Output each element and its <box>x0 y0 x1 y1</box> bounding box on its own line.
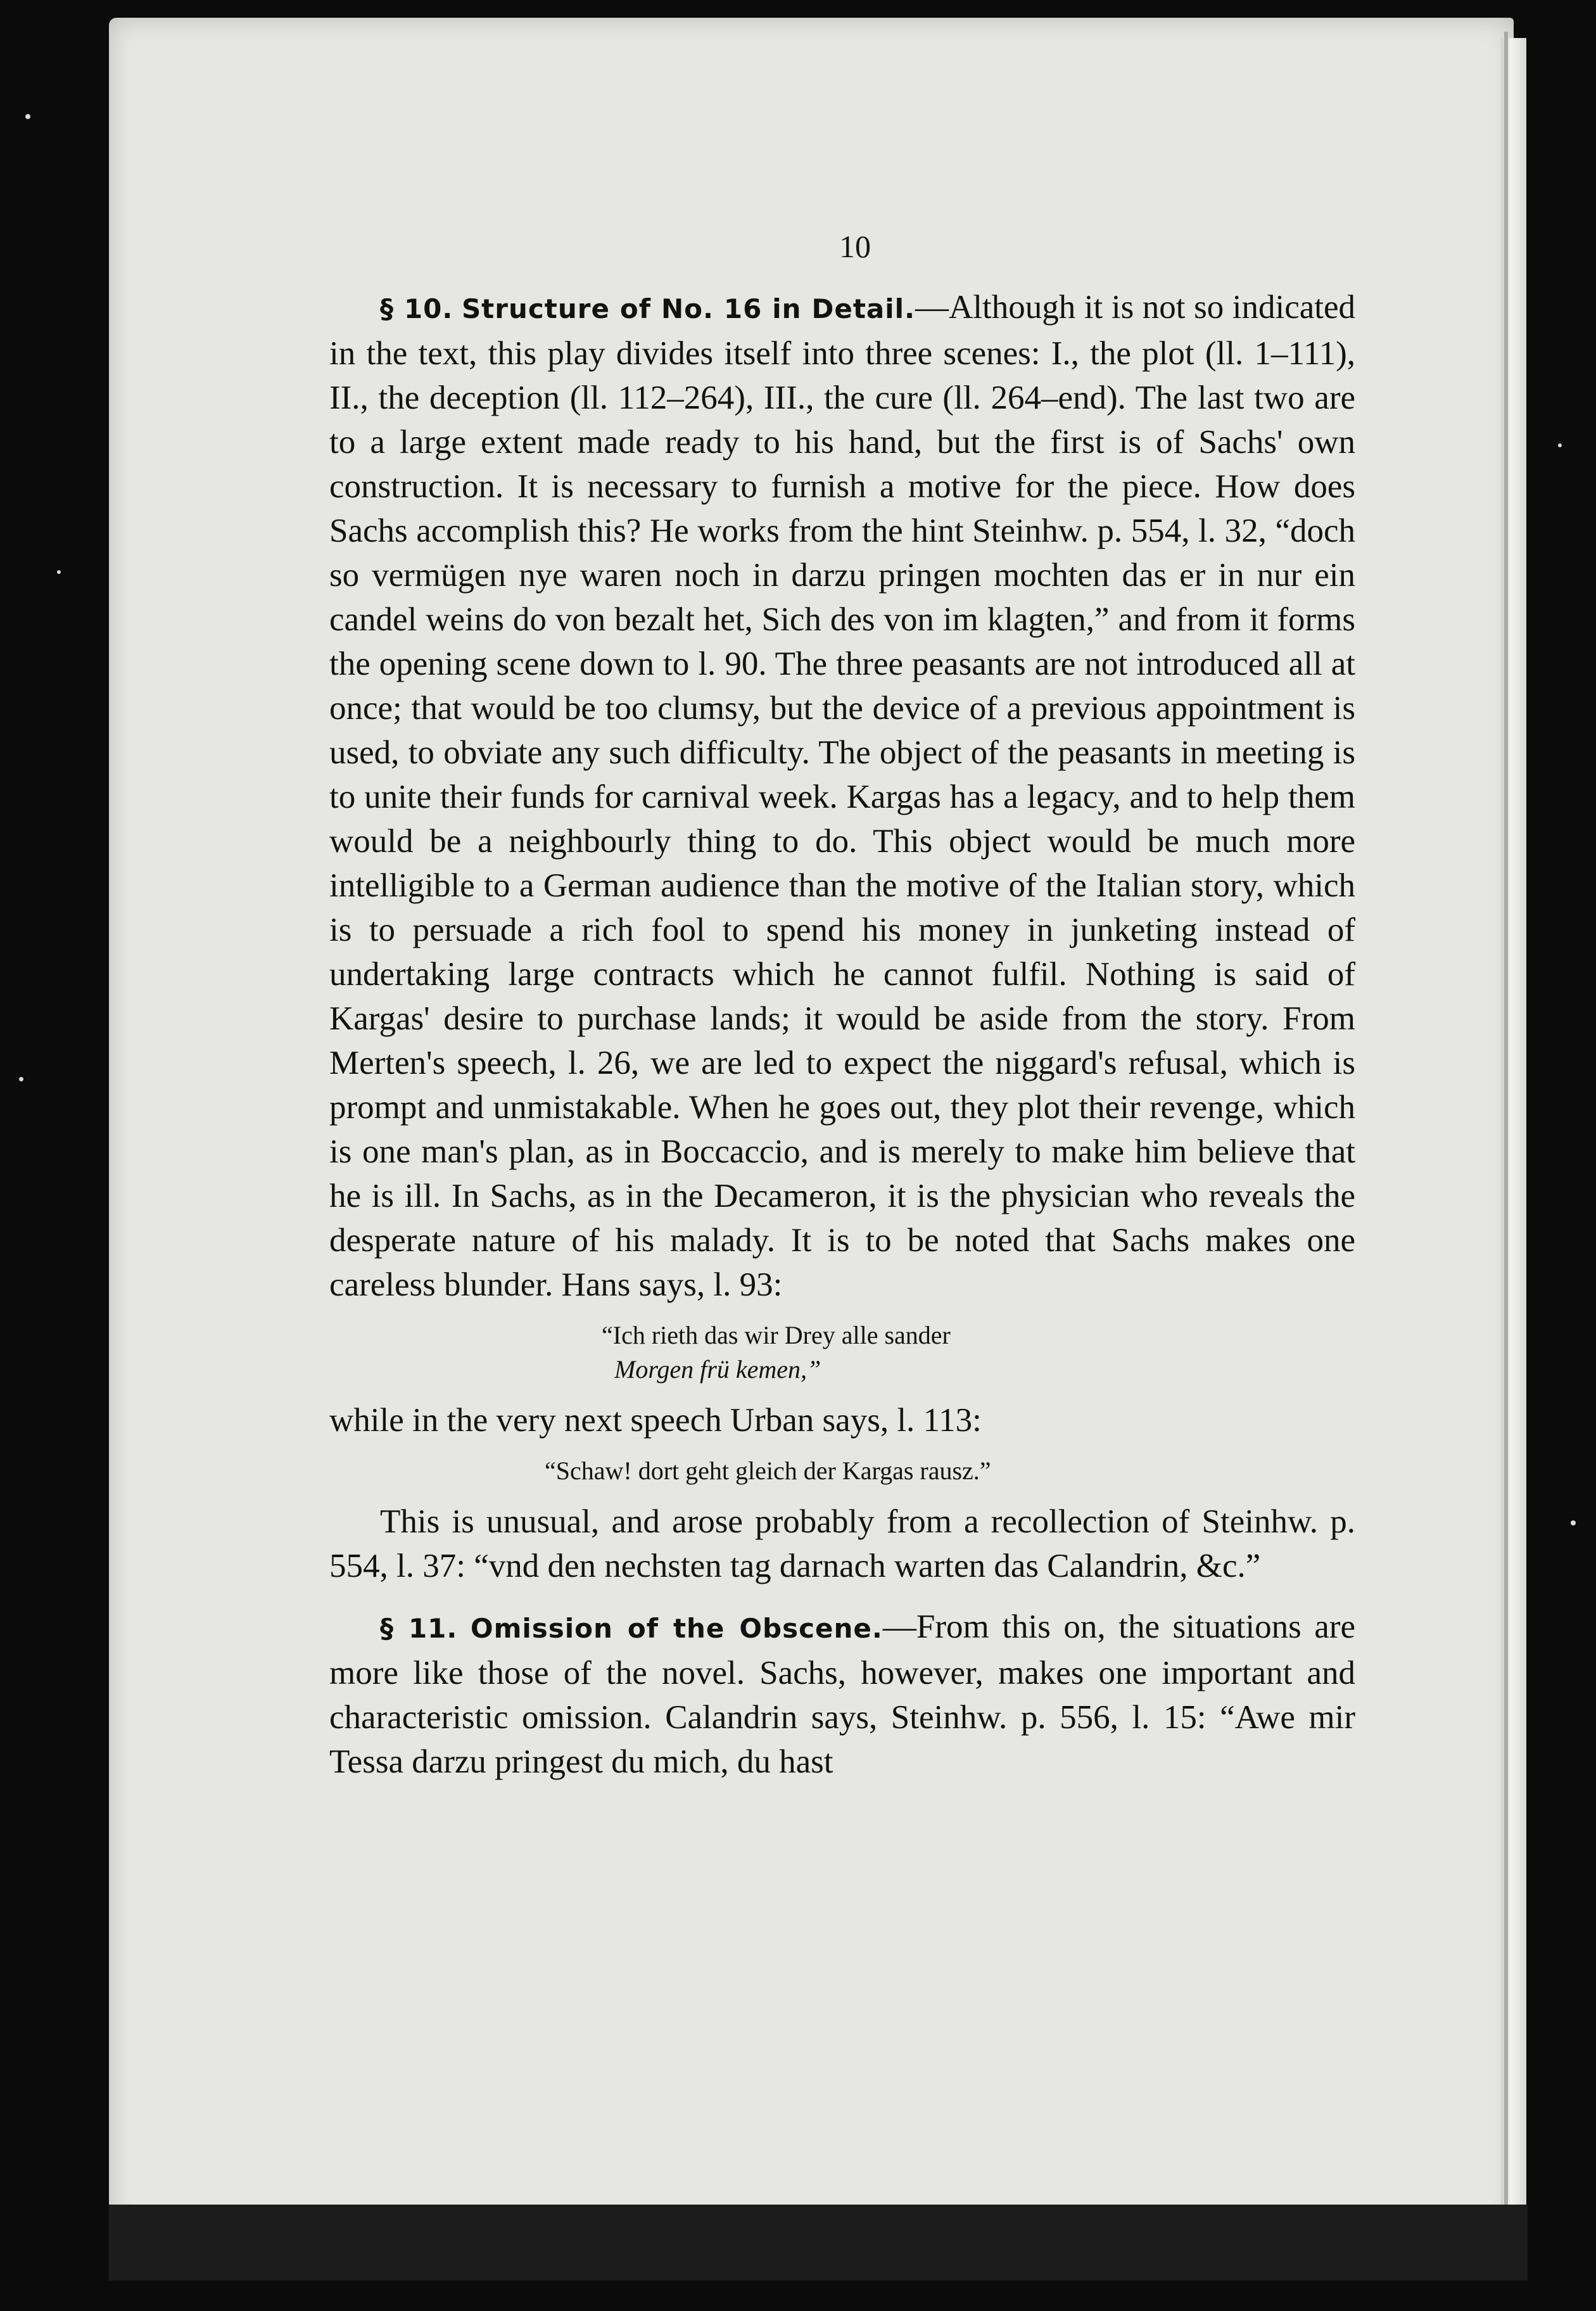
paragraph-section-11 <box>329 1605 1355 1784</box>
section-number: § 10. <box>380 293 453 324</box>
section-heading: Omission of the Obscene. <box>470 1613 883 1644</box>
quote-line: Morgen frü kemen,” <box>614 1355 821 1384</box>
block-quote <box>329 1318 1355 1387</box>
paragraph-text: This is unusual, and arose probably from a recollection of Steinhw. p. 554, l. 37: “vnd den nechsten tag darnach warten das Calandrin, &c.” <box>329 1503 1355 1584</box>
paragraph-section-10 <box>329 285 1355 1307</box>
scan-bottom-edge <box>109 2205 1528 2281</box>
scan-speck <box>1558 443 1562 447</box>
paragraph-text: —From this on, the situations are more like those of the novel. Sachs, however, makes one important and characteristic omission. Calandrin says, Steinhw. p. 556, l. 15: “Awe mir Tessa darzu pringest du mich, du hast <box>329 1608 1355 1780</box>
scan-speck <box>19 1077 23 1081</box>
scan-speck <box>1571 1520 1576 1525</box>
block-quote: “Schaw! dort geht gleich der Kargas rausz.” <box>545 1456 991 1485</box>
page-number: 10 <box>839 229 871 264</box>
section-number: § 11. <box>380 1613 458 1644</box>
scan-speck <box>57 570 61 574</box>
binding-fold <box>1504 32 1508 2249</box>
page-text <box>329 285 1355 1784</box>
section-heading: Structure of No. 16 in Detail. <box>461 293 916 324</box>
bridge-text: while in the very next speech Urban says, l. 113: <box>329 1402 982 1439</box>
quote-line: “Ich rieth das wir Drey alle sander <box>602 1321 951 1349</box>
scan-speck <box>25 114 30 119</box>
paragraph-text: —Although it is not so indicated in the text, this play divides itself into three scenes: I., the plot (ll. 1–111), II., the deception (ll. 112–264), III., the cure (ll. 264–end). The last two are to a large extent made ready to his hand, but the first is of Sachs' own construction. It is necessary to furnish a motive for the piece. How does Sachs accomplish this? He works from the hint Steinhw. p. 554, l. 32, “doch so vermügen nye waren noch in darzu pringen mochten das er in nur ein candel weins do von bezalt het, Sich des von im klagten,” and from it forms the opening scene down to l. 90. The three peasants are not introduced all at once; that would be too clumsy, but the device of a previous appointment is used, to obviate any such difficulty. The object of the peasants in meeting is to unite their funds for carnival week. Kargas has a legacy, and to help them would be a neighbourly thing to do. This object would be much more intelligible to a German audience than the motive of the Italian story, which is to persuade a rich fool to spend his money in junketing instead of undertaking large contracts which he cannot fulfil. Nothing is said of Kargas' desire to purchase lands; it would be aside from the story. From Merten's speech, l. 26, we are led to expect the niggard's refusal, which is prompt and unmistakable. When he goes out, they plot their revenge, which is one man's plan, as in Boccaccio, and is merely to make him believe that he is ill. In Sachs, as in the Decameron, it is the physician who reveals the desperate nature of his malady. It is to be noted that Sachs makes one careless blunder. Hans says, l. 93: <box>329 289 1356 1303</box>
